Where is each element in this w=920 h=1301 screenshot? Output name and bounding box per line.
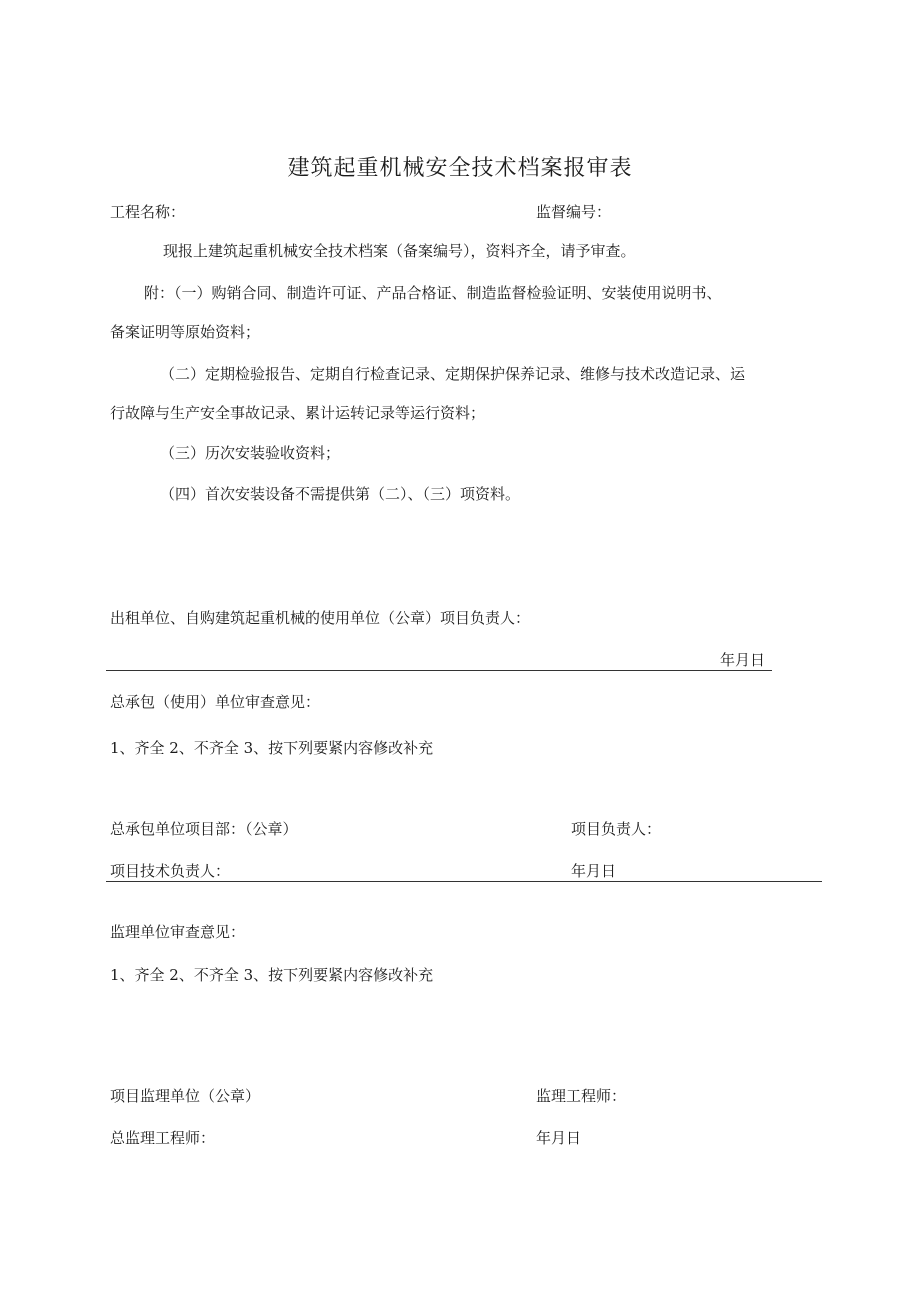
attachment-item-2-line-1: （二）定期检验报告、定期自行检查记录、定期保护保养记录、维修与技术改造记录、运: [160, 365, 746, 383]
supervisor-date: 年月日: [536, 1129, 582, 1147]
attachment-item-4: （四）首次安装设备不需提供第（二）、（三）项资料。: [160, 485, 521, 503]
contractor-opinion-options: 1、齐全 2、不齐全 3、按下列要紧内容修改补充: [110, 739, 434, 757]
attachment-item-3: （三）历次安装验收资料；: [160, 444, 341, 462]
attachment-item-1-line-2: 备案证明等原始资料；: [110, 323, 261, 341]
contractor-manager-label: 项目负责人：: [571, 820, 662, 838]
attachment-item-2-line-2: 行故障与生产安全事故记录、累计运转记录等运行资料；: [110, 404, 486, 422]
contractor-tech-label: 项目技术负责人：: [110, 862, 231, 880]
contractor-dept-label: 总承包单位项目部：（公章）: [110, 820, 298, 838]
attachment-item-1-line-1: 附：（一）购销合同、制造许可证、产品合格证、制造监督检验证明、安装使用说明书、: [144, 284, 722, 302]
user-unit-label: 出租单位、自购建筑起重机械的使用单位（公章）项目负责人：: [110, 609, 531, 627]
project-name-label: 工程名称：: [110, 203, 186, 221]
chief-supervisor-label: 总监理工程师：: [110, 1129, 216, 1147]
document-title: 建筑起重机械安全技术档案报审表: [287, 156, 633, 181]
divider-line: [106, 881, 822, 882]
contractor-date: 年月日: [571, 862, 617, 880]
supervision-number-label: 监督编号：: [536, 203, 612, 221]
supervisor-opinion-label: 监理单位审查意见：: [110, 923, 246, 941]
contractor-opinion-label: 总承包（使用）单位审查意见：: [110, 693, 321, 711]
supervisor-opinion-options: 1、齐全 2、不齐全 3、按下列要紧内容修改补充: [110, 966, 434, 984]
supervisor-engineer-label: 监理工程师：: [536, 1087, 627, 1105]
user-unit-date: 年月日: [720, 651, 766, 669]
supervisor-unit-label: 项目监理单位（公章）: [110, 1087, 261, 1105]
divider-line: [106, 670, 772, 671]
intro-paragraph: 现报上建筑起重机械安全技术档案（备案编号），资料齐全，请予审查。: [163, 242, 636, 260]
